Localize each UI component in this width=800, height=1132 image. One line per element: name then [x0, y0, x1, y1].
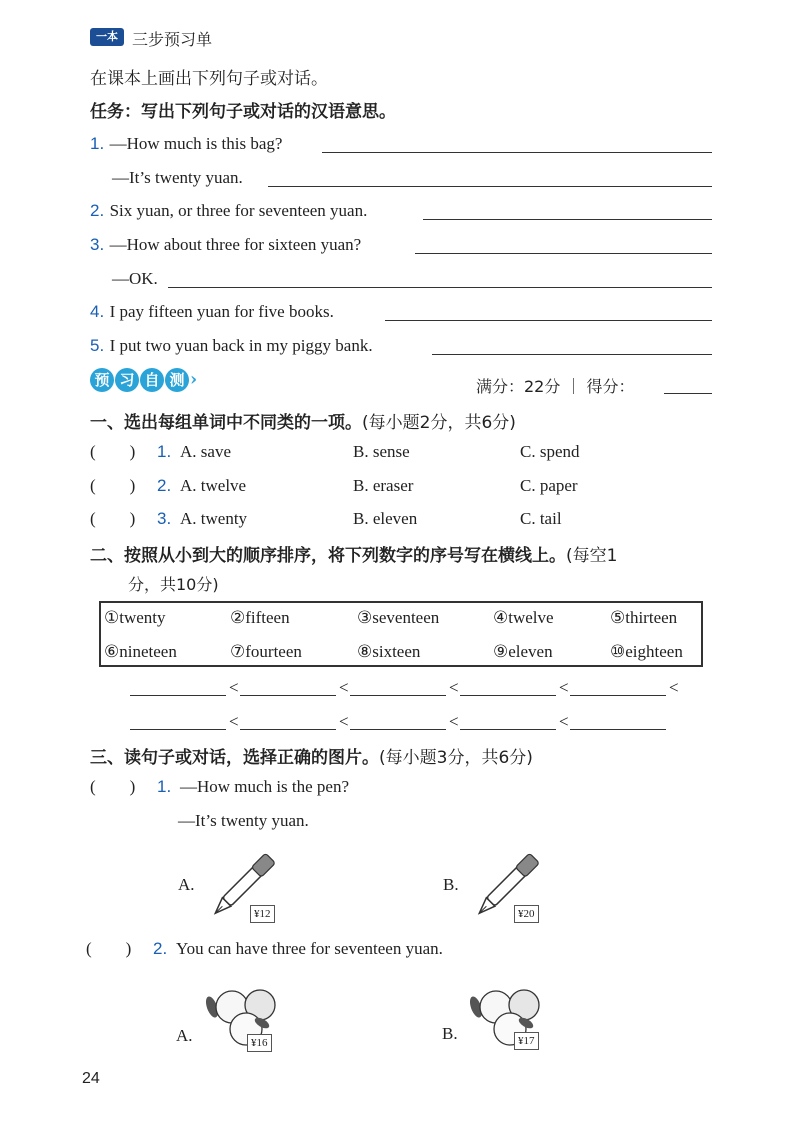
- item-number: 5.: [90, 336, 105, 355]
- item-number: 4.: [90, 302, 105, 321]
- section-note-cont: 分，共10分): [128, 575, 219, 594]
- order-blank[interactable]: [460, 695, 556, 696]
- q-number: 1.: [157, 777, 172, 796]
- answer-line[interactable]: [268, 186, 712, 187]
- intro-text: 在课本上画出下列句子或对话。: [90, 69, 328, 89]
- answer-line[interactable]: [432, 354, 712, 355]
- q-number: [157, 441, 171, 463]
- item-number: 1.: [90, 134, 105, 153]
- number-item: ④twelve: [493, 608, 554, 627]
- less-than: <: [449, 678, 459, 697]
- q-number: [153, 938, 167, 960]
- pen-icon[interactable]: [198, 840, 293, 930]
- option-a-label[interactable]: A.: [176, 1026, 193, 1045]
- less-than: <: [559, 678, 569, 697]
- q-number: [157, 508, 171, 530]
- section1-title: [90, 408, 516, 433]
- option-c: C. paper: [520, 476, 578, 495]
- number-item: ⑤thirteen: [610, 608, 678, 627]
- section-note: (每小题2分，共6分): [362, 413, 516, 433]
- q-number: [157, 475, 171, 497]
- number-item: ⑨eleven: [493, 642, 553, 661]
- translate-item-3: [90, 234, 361, 256]
- page-number: 24: [82, 1070, 100, 1087]
- order-blank[interactable]: [130, 695, 226, 696]
- option-c: C. tail: [520, 509, 562, 528]
- dialogue-line: —It’s twenty yuan.: [178, 811, 309, 830]
- score-line[interactable]: [664, 393, 712, 394]
- q-number: 2.: [153, 939, 168, 958]
- order-blank[interactable]: [240, 729, 336, 730]
- answer-line[interactable]: [322, 152, 712, 153]
- section-title-text: 二、按照从小到大的顺序排序，将下列数字的序号写在横线上。: [90, 546, 566, 566]
- choice-bracket[interactable]: ( ): [86, 939, 132, 958]
- translate-item-1: [90, 133, 282, 155]
- option-b: B. sense: [353, 442, 410, 461]
- dialogue-line: —How much is the pen?: [180, 777, 350, 796]
- translate-item-4: [90, 301, 334, 323]
- price-tag: ¥17: [514, 1032, 539, 1050]
- option-b: B. eraser: [353, 476, 414, 495]
- section3-title: [90, 743, 533, 768]
- choice-bracket[interactable]: ( ): [90, 777, 136, 796]
- section-title-text: 一、选出每组单词中不同类的一项。: [90, 413, 362, 433]
- less-than: <: [449, 712, 459, 731]
- chevron-right-icon: ›: [190, 369, 198, 390]
- price-tag: ¥16: [247, 1034, 272, 1052]
- item-text: Six yuan, or three for seventeen yuan.: [109, 201, 368, 220]
- selftest-char: 自: [140, 368, 164, 392]
- section-title-text: 三、读句子或对话，选择正确的图片。: [90, 748, 379, 768]
- dialogue-line: You can have three for seventeen yuan.: [176, 939, 443, 958]
- task-text: 任务：写出下列句子或对话的汉语意思。: [90, 102, 396, 122]
- less-than: <: [339, 712, 349, 731]
- order-blank[interactable]: [240, 695, 336, 696]
- number-item: ③seventeen: [357, 608, 440, 627]
- price-tag: ¥12: [250, 905, 275, 923]
- order-blank[interactable]: [350, 695, 446, 696]
- number-item: ⑧sixteen: [357, 642, 421, 661]
- item-number: 3.: [90, 235, 105, 254]
- less-than: <: [339, 678, 349, 697]
- item-text: I pay fifteen yuan for five books.: [109, 302, 334, 321]
- translate-item-5: [90, 335, 373, 357]
- section-note: (每空1: [566, 546, 618, 566]
- item-number: 2.: [90, 201, 105, 220]
- number-item: ①twenty: [104, 608, 166, 627]
- choice-bracket[interactable]: ( ): [90, 442, 136, 461]
- option-a: A. twenty: [180, 509, 248, 528]
- header-title: 三步预习单: [132, 30, 213, 49]
- pen-icon[interactable]: [462, 840, 557, 930]
- section2-title: [90, 541, 617, 566]
- q-number: [157, 776, 171, 798]
- number-item: ⑦fourteen: [230, 642, 302, 661]
- less-than: <: [669, 678, 679, 697]
- choice-bracket[interactable]: ( ): [90, 509, 136, 528]
- option-b-label[interactable]: B.: [442, 1024, 458, 1043]
- brand-badge: 一本: [90, 28, 124, 46]
- price-tag: ¥20: [514, 905, 539, 923]
- section-note: (每小题3分，共6分): [379, 748, 533, 768]
- less-than: <: [559, 712, 569, 731]
- item-text: —How much is this bag?: [109, 134, 283, 153]
- item-text: —OK.: [112, 269, 158, 288]
- selftest-char: 习: [115, 368, 139, 392]
- option-c: C. spend: [520, 442, 580, 461]
- item-text: —It’s twenty yuan.: [112, 168, 243, 187]
- answer-line[interactable]: [423, 219, 712, 220]
- less-than: <: [229, 678, 239, 697]
- translate-item-3b: [112, 268, 158, 290]
- item-text: I put two yuan back in my piggy bank.: [109, 336, 373, 355]
- answer-line[interactable]: [385, 320, 712, 321]
- number-item: ⑥nineteen: [104, 642, 177, 661]
- order-blank[interactable]: [570, 729, 666, 730]
- answer-line[interactable]: [168, 287, 712, 288]
- order-blank[interactable]: [460, 729, 556, 730]
- order-blank[interactable]: [130, 729, 226, 730]
- less-than: <: [229, 712, 239, 731]
- selftest-char: 预: [90, 368, 114, 392]
- translate-item-1b: [112, 167, 243, 189]
- number-item: ②fifteen: [230, 608, 290, 627]
- q-number: 3.: [157, 509, 172, 528]
- selftest-char: 测: [165, 368, 189, 392]
- q-number: 2.: [157, 476, 172, 495]
- q-number: 1.: [157, 442, 172, 461]
- selftest-label: [90, 368, 197, 392]
- choice-bracket[interactable]: ( ): [90, 476, 136, 495]
- translate-item-2: [90, 200, 367, 222]
- order-blank[interactable]: [350, 729, 446, 730]
- answer-line[interactable]: [415, 253, 712, 254]
- order-blank[interactable]: [570, 695, 666, 696]
- option-b-label[interactable]: B.: [443, 875, 459, 894]
- option-b: B. eleven: [353, 509, 418, 528]
- option-a: A. twelve: [180, 476, 247, 495]
- option-a: A. save: [180, 442, 231, 461]
- number-item: ⑩eighteen: [610, 642, 683, 661]
- score-text: 满分：22分 ｜ 得分：: [476, 377, 635, 396]
- option-a-label[interactable]: A.: [178, 875, 195, 894]
- item-text: —How about three for sixteen yuan?: [109, 235, 362, 254]
